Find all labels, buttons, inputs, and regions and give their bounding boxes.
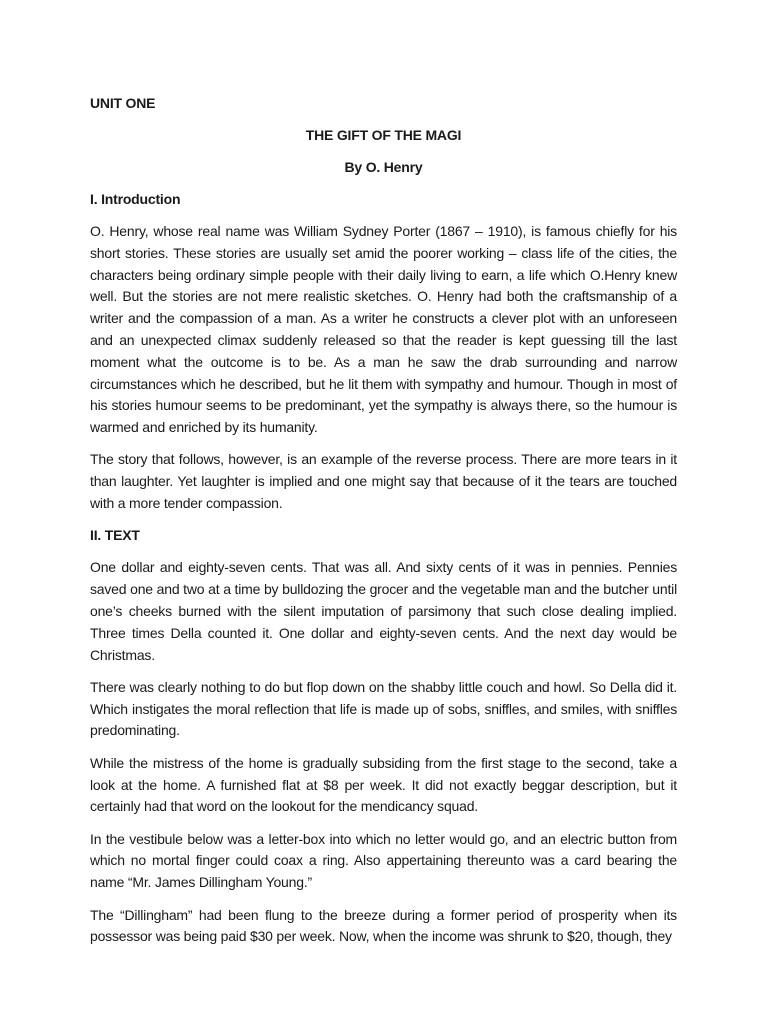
paragraph: There was clearly nothing to do but flop down on the shabby little couch and howl. So Della did it. Which instigates the moral reflection that life is made up of sobs, sniffles, and smiles, with sniffles predominating. <box>90 678 677 739</box>
paragraph: In the vestibule below was a letter-box into which no letter would go, and an electric button from which no mortal finger could coax a ring. Also appertaining thereunto was a card bearing the name “Mr. James Dillingham Young.” <box>90 830 677 891</box>
paragraph: The story that follows, however, is an example of the reverse process. There are more tears in it than laughter. Yet laughter is implied and one might say that because of it the tears are touched with a more tender compassion. <box>90 451 677 512</box>
section-heading-text: II. TEXT <box>90 527 140 544</box>
document-body <box>90 93 677 959</box>
paragraph: One dollar and eighty-seven cents. That was all. And sixty cents of it was in pennies. Pennies saved one and two at a time by bulldozing the grocer and the vegetable man and the butcher until one’s cheeks burned with the silent imputation of parsimony that such close dealing implied. Three times Della counted it. One dollar and eighty-seven cents. And the next day would be Christmas. <box>90 559 677 663</box>
unit-label: UNIT ONE <box>90 95 156 111</box>
author-line: By O. Henry <box>344 159 423 175</box>
section-heading-introduction: I. Introduction <box>90 191 181 207</box>
paragraph: O. Henry, whose real name was William Sydney Porter (1867 – 1910), is famous chiefly for his short stories. These stories are usually set amid the poorer working – class life of the cities, the characters being ordinary simple people with their daily living to earn, a life which O.Henry knew well. But the stories are not mere realistic sketches. O. Henry had both the craftsmanship of a writer and the compassion of a man. As a writer he constructs a clever plot with an unforeseen and an unexpected climax suddenly released so that the reader is kept guessing till the last moment what the outcome is to be. As a man he saw the drab surrounding and narrow circumstances which he described, but he lit them with sympathy and humour. Though in most of his stories humour seems to be predominant, yet the sympathy is always there, so the humour is warmed and enriched by its humanity. <box>90 223 677 436</box>
document-title: THE GIFT OF THE MAGI <box>305 127 462 143</box>
paragraph: The “Dillingham” had been flung to the breeze during a former period of prosperity when its possessor was being paid $30 per week. Now, when the income was shrunk to $20, though, they <box>90 906 677 945</box>
paragraph: While the mistress of the home is gradually subsiding from the first stage to the second, take a look at the home. A furnished flat at $8 per week. It did not exactly beggar description, but it certainly had that word on the lookout for the mendicancy squad. <box>90 754 677 815</box>
